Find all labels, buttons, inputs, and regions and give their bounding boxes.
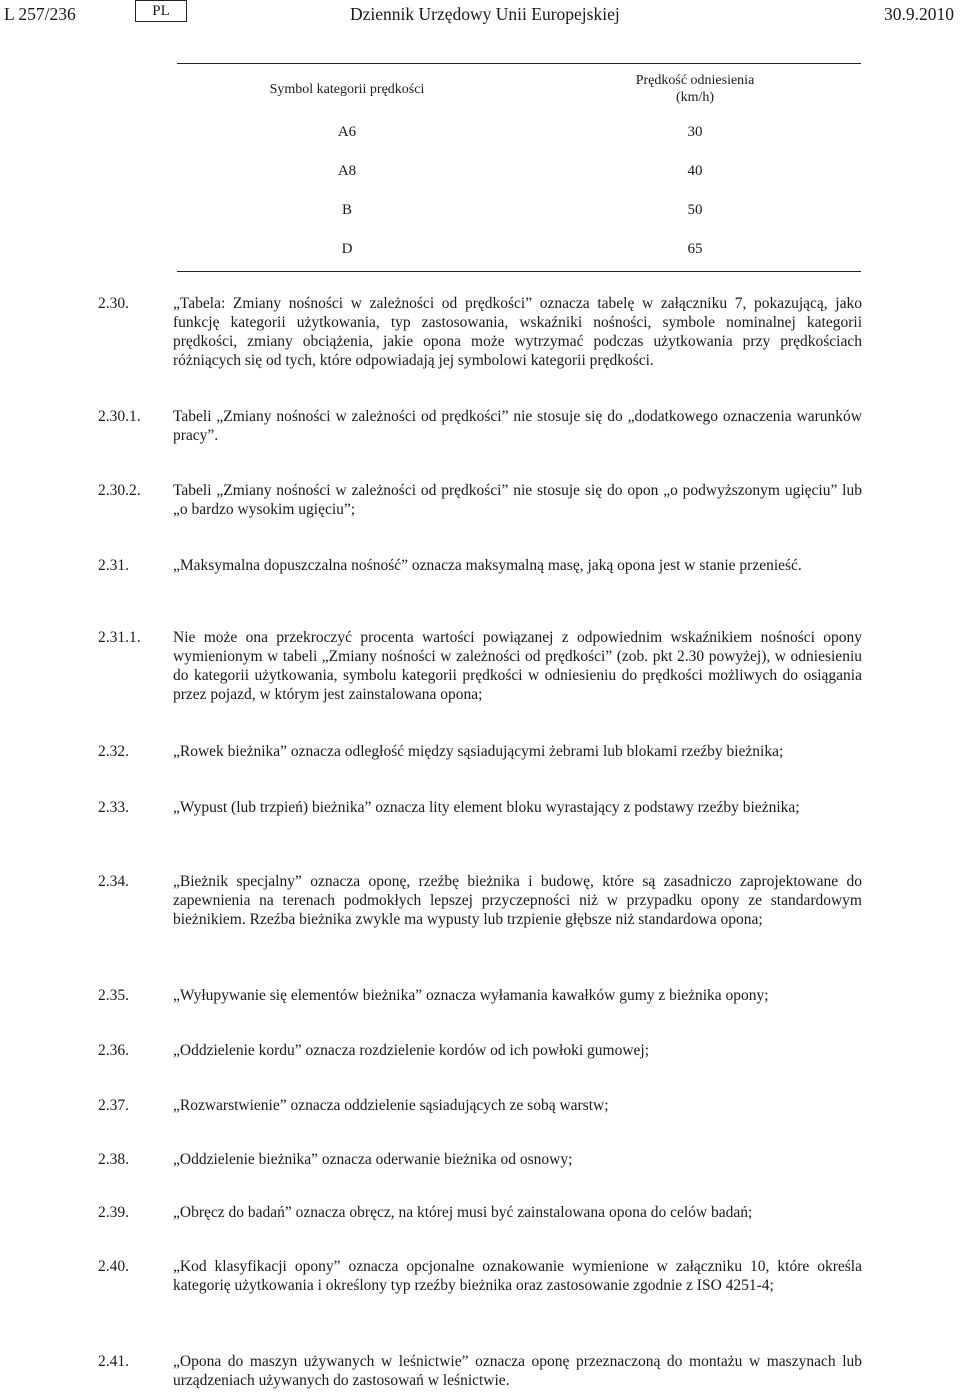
definition-text: Tabeli „Zmiany nośności w zależności od prędkości” nie stosuje się do „dodatkowego oznaczenia warunków pracy”. bbox=[173, 408, 862, 444]
page-reference: L 257/236 bbox=[4, 4, 76, 24]
definition-number: 2.37. bbox=[98, 1097, 129, 1114]
definition-number: 2.35. bbox=[98, 987, 129, 1004]
col-header-speed-line1: Prędkość odniesienia bbox=[635, 73, 755, 88]
definition-text: „Rowek bieżnika” oznacza odległość między sąsiadującymi żebrami lub blokami rzeźby bieżnika; bbox=[173, 743, 784, 760]
definition-text: „Maksymalna dopuszczalna nośność” oznacza maksymalną masę, jaką opona jest w stanie przenieść. bbox=[173, 557, 802, 574]
definition-text: „Rozwarstwienie” oznacza oddzielenie sąsiadujących ze sobą warstw; bbox=[173, 1097, 609, 1114]
table-cell-speed: 65 bbox=[687, 241, 703, 257]
definition-text: „Opona do maszyn używanych w leśnictwie” oznacza oponę przeznaczoną do montażu w maszynach lub urządzeniach używanych do zastosowań w leśnictwie. bbox=[173, 1353, 862, 1389]
table-cell-speed: 40 bbox=[687, 163, 703, 179]
page-header bbox=[0, 0, 960, 30]
table-cell-symbol: D bbox=[341, 241, 353, 257]
definition-number: 2.38. bbox=[98, 1151, 129, 1168]
definition-number: 2.41. bbox=[98, 1353, 129, 1370]
definition-number: 2.34. bbox=[98, 873, 129, 890]
definition-text: „Bieżnik specjalny” oznacza oponę, rzeźbę bieżnika i budowę, które są zasadniczo zaprojektowane do zapewnienia na terenach podmokłych lepszej przyczepności niż w przypadku opony ze standardowym bieżnikiem. Rzeźba bieżnika zwykle ma wypusty lub trzpienie głębsze niż standardowa opona; bbox=[173, 873, 862, 928]
definition-text: „Oddzielenie bieżnika” oznacza oderwanie bieżnika od osnowy; bbox=[173, 1151, 573, 1168]
definition-text: „Wyłupywanie się elementów bieżnika” oznacza wyłamania kawałków gumy z bieżnika opony; bbox=[173, 987, 769, 1004]
definition-number: 2.30.1. bbox=[98, 408, 141, 425]
table-cell-speed: 50 bbox=[687, 202, 703, 218]
table-cell-symbol: A8 bbox=[337, 163, 357, 179]
definition-text: Tabeli „Zmiany nośności w zależności od prędkości” nie stosuje się do opon „o podwyższonym ugięciu” lub „o bardzo wysokim ugięciu”; bbox=[173, 482, 862, 518]
table-cell-symbol: A6 bbox=[337, 124, 357, 140]
definition-text: „Wypust (lub trzpień) bieżnika” oznacza lity element bloku wyrastający z podstawy rzeźby bieżnika; bbox=[173, 799, 800, 816]
definition-number: 2.30. bbox=[98, 295, 129, 312]
definition-text: Nie może ona przekroczyć procenta wartości powiązanej z odpowiednim wskaźnikiem nośności opony wymienionym w tabeli „Zmiany nośności w zależności od prędkości” (zob. pkt 2.30 powyżej), w odniesieniu do kategorii użytkowania, symbolu kategorii prędkości w odniesieniu do prędkości możliwych do osiągania przez pojazd, w którym jest zainstalowana opona; bbox=[173, 629, 862, 703]
definition-number: 2.31. bbox=[98, 557, 129, 574]
speed-category-table bbox=[177, 63, 861, 272]
definition-number: 2.33. bbox=[98, 799, 129, 816]
definition-text: „Obręcz do badań” oznacza obręcz, na której musi być zainstalowana opona do celów badań; bbox=[173, 1204, 753, 1221]
publication-date: 30.9.2010 bbox=[884, 4, 954, 24]
col-header-symbol: Symbol kategorii prędkości bbox=[269, 82, 425, 97]
definition-text: „Tabela: Zmiany nośności w zależności od prędkości” oznacza tabelę w załączniku 7, pokazującą, jako funkcję kategorii użytkowania, typ zastosowania, wskaźniki nośności, symbole nominalnej kategorii prędkości, zmiany obciążenia, jakie opona może wytrzymać podczas użytkowania przy prędkościach różniących się od tych, które odpowiadają jej symbolowi kategorii prędkości. bbox=[173, 295, 862, 369]
table-cell-speed: 30 bbox=[687, 124, 703, 140]
definition-number: 2.36. bbox=[98, 1042, 129, 1059]
definition-number: 2.32. bbox=[98, 743, 129, 760]
definition-number: 2.39. bbox=[98, 1204, 129, 1221]
col-header-speed-line2: (km/h) bbox=[675, 90, 715, 105]
journal-title: Dziennik Urzędowy Unii Europejskiej bbox=[350, 4, 620, 24]
definition-number: 2.40. bbox=[98, 1258, 129, 1275]
definition-number: 2.31.1. bbox=[98, 629, 141, 646]
table-cell-symbol: B bbox=[341, 202, 352, 218]
definition-text: „Kod klasyfikacji opony” oznacza opcjonalne oznakowanie wymienione w załączniku 10, które określa kategorię użytkowania i określony typ rzeźby bieżnika oraz zastosowanie zgodnie z ISO 4251-4; bbox=[173, 1258, 862, 1294]
definition-text: „Oddzielenie kordu” oznacza rozdzielenie kordów od ich powłoki gumowej; bbox=[173, 1042, 650, 1059]
language-badge: PL bbox=[135, 0, 187, 22]
definition-number: 2.30.2. bbox=[98, 482, 141, 499]
